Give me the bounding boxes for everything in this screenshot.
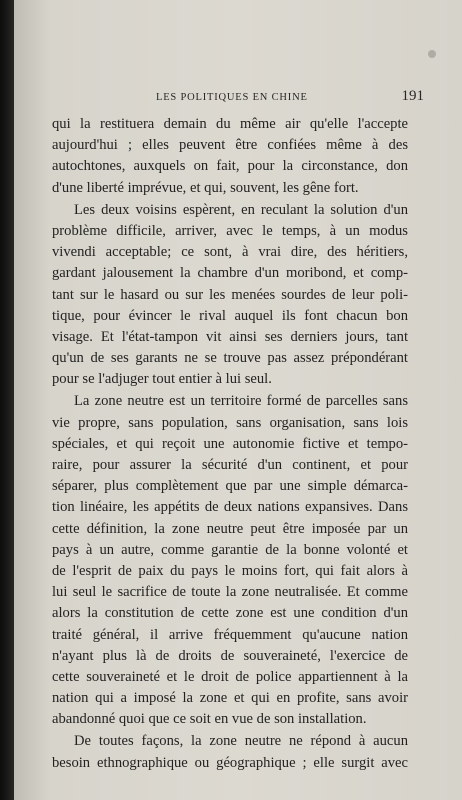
text-line: qui la restituera demain du même air qu'elle l'accepte: [52, 116, 408, 132]
paper-speck: [428, 50, 436, 58]
text-line: besoin ethnographique ou géographique ; elle surgit avec: [52, 754, 408, 771]
text-line: spéciales, et qui reçoit une autonomie fictive et tempo-: [52, 435, 408, 452]
text-line: lui seul le sacrifice de toute la zone neutralisée. Et comme: [52, 584, 408, 601]
binding-shadow: [0, 0, 14, 800]
text-line: aujourd'hui ; elles peuvent être confiées même à des: [52, 137, 408, 154]
running-title: LES POLITIQUES EN CHINE: [156, 92, 308, 103]
text-line: cette souveraineté et le droit de police appartiennent à la: [52, 668, 408, 685]
text-line: vivendi acceptable; ce sont, à vrai dire, des héritiers,: [52, 244, 408, 261]
text-line: pays à un autre, comme garantie de la bonne volonté et: [52, 541, 408, 558]
text-line: autochtones, auxquels on fait, pour la circonstance, don: [52, 158, 408, 175]
text-line: De toutes façons, la zone neutre ne répond à aucun: [74, 733, 408, 750]
text-line: tion linéaire, les appétits de deux nations expansives. Dans: [52, 499, 408, 516]
text-line: Les deux voisins espèrent, en reculant la solution d'un: [74, 201, 408, 218]
text-line: tant sur le hasard ou sur les menées sourdes de leur poli-: [52, 286, 408, 303]
text-line: tique, pour évincer le rival auquel ils font chacun bon: [52, 307, 408, 324]
text-line: pour se l'adjuger tout entier à lui seul.: [52, 371, 272, 388]
text-line: séparer, plus complètement que par une simple démarca-: [52, 478, 408, 495]
text-line: de l'esprit de paix du pays le moins fort, qui fait alors à: [52, 562, 408, 579]
text-line: traité général, il arrive fréquemment qu'aucune nation: [52, 626, 408, 643]
text-line: d'une liberté imprévue, et qui, souvent, les gêne fort.: [52, 179, 359, 196]
text-line: n'ayant plus là de droits de souveraineté, l'exercice de: [52, 647, 408, 664]
body-text: [52, 114, 408, 774]
page-number: 191: [401, 88, 424, 104]
text-line: alors la constitution de cette zone est une condition d'un: [52, 605, 408, 622]
text-line: vie propre, sans population, sans organisation, sans lois: [52, 414, 408, 431]
text-line: La zone neutre est un territoire formé de parcelles sans: [74, 393, 408, 410]
page-sheet: [14, 0, 462, 800]
text-line: visage. Et l'état-tampon vit ainsi ses derniers jours, tant: [52, 328, 408, 345]
text-line: abandonné quoi que ce soit en vue de son installation.: [52, 711, 367, 728]
page-header: [74, 88, 438, 108]
text-line: problème difficile, arriver, avec le temps, à un modus: [52, 222, 408, 239]
text-line: nation qui a imposé la zone et qui en profite, sans avoir: [52, 690, 408, 707]
text-line: cette définition, la zone neutre peut être imposée par un: [52, 520, 408, 537]
text-line: qu'un de ses garants ne se trouve pas assez prépondérant: [52, 350, 408, 367]
text-line: raire, pour assurer la sécurité d'un continent, et pour: [52, 457, 408, 473]
text-line: gardant jalousement la chambre d'un moribond, et comp-: [52, 265, 408, 282]
